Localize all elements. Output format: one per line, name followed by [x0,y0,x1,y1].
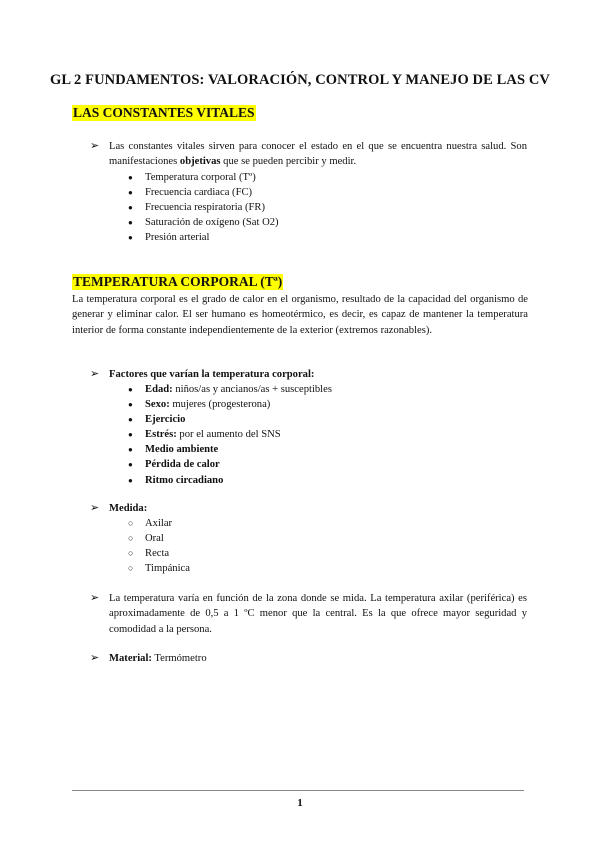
medida-list [128,516,190,576]
list-item: ● Presión arterial [128,230,279,245]
list-item: ● Ritmo circadiano [128,473,332,488]
note-arrow-item [90,591,527,637]
list-item: ● Pérdida de calor [128,457,332,472]
document-title: GL 2 FUNDAMENTOS: VALORACIÓN, CONTROL Y MANEJO DE LAS CV [49,72,550,88]
arrow-bullet-icon: ➢ [90,652,100,664]
list-item: ○ Oral [128,531,190,546]
list-item: ○ Axilar [128,516,190,531]
arrow-bullet-icon: ➢ [90,368,100,380]
temperatura-paragraph: La temperatura corporal es el grado de calor en el organismo, resultado de la capacidad del organismo de generar y eliminar calor. El ser humano es homeotérmico, es decir, es capaz de mantener la temperatura interior de forma constante independientemente de la exterior (extremos razonables). [72,294,528,336]
material-label: Material: [109,653,152,664]
list-item: ● Saturación de oxígeno (Sat O2) [128,215,279,230]
factors-list [128,382,332,488]
section-heading-constantes-vitales: LAS CONSTANTES VITALES [73,105,255,120]
list-item: ○ Timpánica [128,561,190,576]
list-item: ● Estrés: por el aumento del SNS [128,427,332,442]
arrow-bullet-icon: ➢ [90,592,100,604]
list-item: ● Frecuencia respiratoria (FR) [128,200,279,215]
factors-label: Factores que varían la temperatura corporal: [109,369,315,380]
arrow-bullet-icon: ➢ [90,140,100,152]
factors-arrow-item [90,367,527,382]
list-item: ● Frecuencia cardiaca (FC) [128,185,279,200]
material-value: Termómetro [151,653,207,664]
medida-label: Medida: [109,503,148,514]
intro-text: Las constantes vitales sirven para conocer el estado en el que se encuentra nuestra salud. Son manifestaciones objetivas que se pueden percibir y medir. [109,141,527,168]
list-item: ● Edad: niños/as y ancianos/as + susceptibles [128,382,332,397]
material-arrow-item [90,651,527,666]
footer-divider [72,790,524,791]
list-item: ● Ejercicio [128,412,332,427]
page-number: 1 [297,797,303,809]
list-item: ● Medio ambiente [128,442,332,457]
list-item: ● Temperatura corporal (Tº) [128,170,279,185]
intro-arrow-item [90,139,527,170]
list-item: ● Sexo: mujeres (progesterona) [128,397,332,412]
constantes-list [128,170,279,245]
medida-arrow-item [90,501,527,516]
arrow-bullet-icon: ➢ [90,502,100,514]
list-item: ○ Recta [128,546,190,561]
note-text: La temperatura varía en función de la zona donde se mida. La temperatura axilar (periférica) es aproximadamente de 0,5 a 1 ºC menor que la central. Es la que ofrece mayor seguridad y comodidad a la persona. [109,593,527,635]
section-heading-temperatura: TEMPERATURA CORPORAL (Tª) [73,274,283,289]
